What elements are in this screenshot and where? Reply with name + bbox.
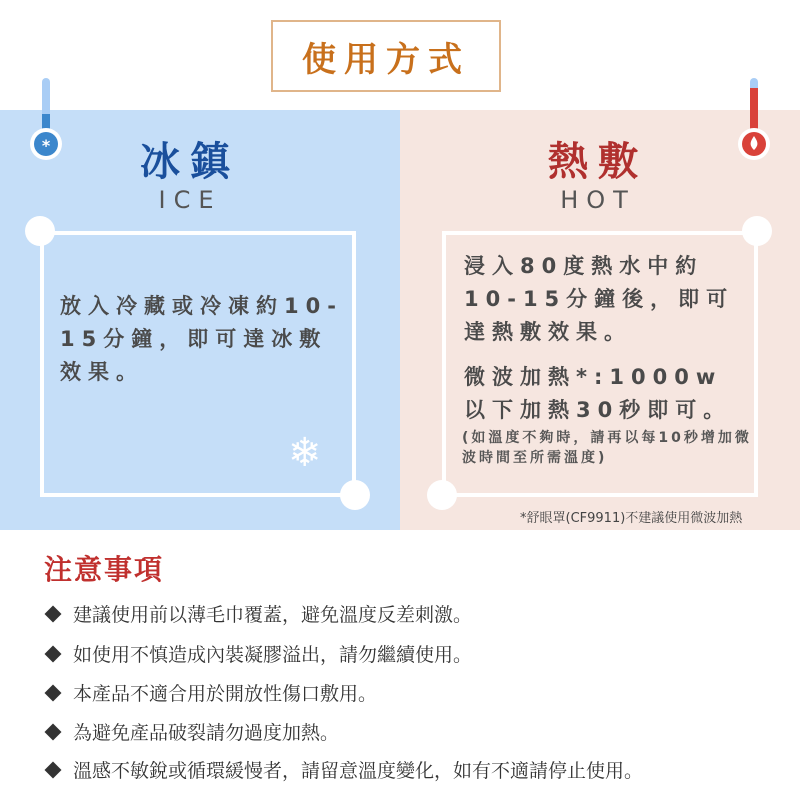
- decor-dot: [340, 480, 370, 510]
- diamond-bullet-icon: [45, 645, 62, 662]
- note-item: [44, 679, 377, 706]
- ice-heading: 冰鎮: [140, 138, 240, 185]
- decor-dot: [25, 216, 55, 246]
- hot-instructions: 浸入80度熱水中約10-15分鐘後，即可達熱敷效果。: [464, 254, 735, 344]
- diamond-bullet-icon: [45, 761, 62, 778]
- note-item: [44, 600, 472, 627]
- svg-text:*: *: [41, 136, 51, 155]
- diamond-bullet-icon: [45, 723, 62, 740]
- hot-subtitle: HOT: [560, 186, 636, 214]
- note-text: 本產品不適合用於開放性傷口敷用。: [73, 683, 378, 705]
- page-title: 使用方式: [271, 20, 501, 92]
- note-text: 如使用不慎造成內裝凝膠溢出，請勿繼續使用。: [73, 644, 473, 666]
- decor-dot: [427, 480, 457, 510]
- note-item: [44, 640, 472, 667]
- note-text: 溫感不敏銳或循環緩慢者，請留意溫度變化，如有不適請停止使用。: [73, 760, 644, 782]
- microwave-instructions: 微波加熱*:1000w以下加熱30秒即可。: [464, 365, 732, 422]
- ice-instructions: 放入冷藏或冷凍約10-15分鐘，即可達冰敷效果。: [60, 294, 343, 384]
- decor-dot: [742, 216, 772, 246]
- ice-subtitle: ICE: [158, 186, 222, 214]
- microwave-note: (如溫度不夠時，請再以每10秒增加微波時間至所需溫度): [462, 430, 752, 466]
- hot-heading: 熱敷: [548, 138, 648, 185]
- note-item: [44, 756, 643, 783]
- diamond-bullet-icon: [45, 684, 62, 701]
- notes-title: 注意事項: [44, 553, 165, 586]
- microwave-footnote: *舒眼罩(CF9911)不建議使用微波加熱: [520, 511, 743, 526]
- snowflake-icon: ❄: [288, 430, 322, 476]
- note-text: 建議使用前以薄毛巾覆蓋，避免溫度反差刺激。: [73, 604, 473, 626]
- diamond-bullet-icon: [45, 605, 62, 622]
- note-text: 為避免產品破裂請勿過度加熱。: [73, 722, 340, 744]
- note-item: [44, 718, 339, 745]
